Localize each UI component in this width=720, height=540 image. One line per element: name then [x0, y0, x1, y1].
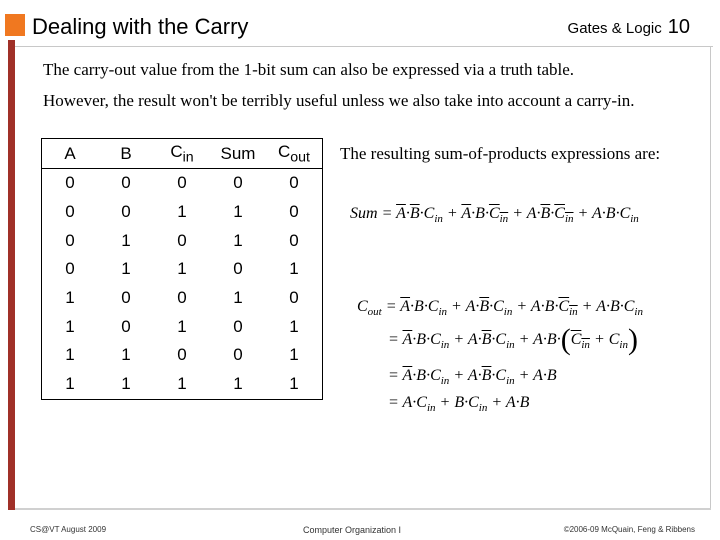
table-cell: 0 — [289, 230, 299, 250]
table-cell: 0 — [65, 202, 75, 222]
table-cell: 0 — [289, 173, 299, 193]
table-cell: 1 — [233, 230, 243, 250]
table-cell: 0 — [121, 202, 131, 222]
result-label: The resulting sum-of-products expressions are: — [340, 144, 661, 163]
footer-left: CS@VT August 2009 — [30, 525, 107, 534]
table-cell: 0 — [65, 230, 75, 250]
table-cell: 0 — [177, 288, 187, 308]
sum-equation: Sum = $\overline{A}\cdot\overline{B}\cdot C_{in} + \overline{A}\cdot B\cdot C_{in} + A\cdot\overline{B}\cdot C_{in} + A\cdot B\cdot C_{in}$ — [350, 205, 639, 226]
table-cell: 0 — [177, 173, 187, 193]
column-header-sum: Sum — [220, 143, 256, 163]
slide-header-right — [568, 16, 690, 39]
table-cell: 0 — [121, 173, 131, 193]
truth-table-body — [42, 169, 323, 400]
right-rule — [710, 46, 711, 508]
table-cell: 0 — [233, 316, 243, 336]
column-header-cout: $C_{out}$ — [278, 141, 310, 166]
table-cell: 1 — [121, 345, 131, 365]
cout-equation-line-2: = $\overline{A}\cdot B\cdot C_{in} + A\cdot\overline{B}\cdot C_{in} + A\cdot B\cdot(C_{in} + C_{in})$ — [388, 323, 638, 356]
table-row — [42, 341, 323, 370]
column-header-cin: $C_{in}$ — [170, 141, 194, 166]
table-cell: 1 — [289, 374, 299, 394]
table-cell: 1 — [65, 316, 75, 336]
slide-title: Dealing with the Carry — [32, 14, 249, 39]
table-cell: 0 — [289, 202, 299, 222]
table-row — [42, 370, 323, 399]
table-cell: 1 — [177, 374, 187, 394]
table-cell: 1 — [177, 202, 187, 222]
footer-center: Computer Organization I — [303, 525, 402, 535]
table-row — [42, 284, 323, 313]
table-cell: 1 — [65, 374, 75, 394]
table-row — [42, 226, 323, 255]
title-accent-square — [5, 14, 25, 36]
table-cell: 0 — [233, 259, 243, 279]
table-cell: 1 — [289, 316, 299, 336]
table-cell: 1 — [233, 288, 243, 308]
table-cell: 1 — [121, 259, 131, 279]
table-cell: 1 — [121, 230, 131, 250]
intro-paragraph-1: The carry-out value from the 1-bit sum can also be expressed via a truth table. — [43, 60, 575, 79]
cout-equation-line-3: = $\overline{A}\cdot B\cdot C_{in} + A\cdot\overline{B}\cdot C_{in} + A\cdot B$ — [388, 367, 557, 388]
table-row — [42, 198, 323, 227]
table-cell: 0 — [121, 288, 131, 308]
table-cell: 0 — [121, 316, 131, 336]
table-row — [42, 255, 323, 284]
section-label: Gates & Logic — [567, 20, 662, 37]
top-rule — [15, 46, 713, 47]
table-cell: 0 — [65, 259, 75, 279]
truth-table — [41, 138, 323, 400]
table-cell: 1 — [177, 316, 187, 336]
table-cell: 1 — [121, 374, 131, 394]
table-cell: 1 — [65, 288, 75, 308]
table-cell: 1 — [289, 345, 299, 365]
column-header-b: B — [120, 143, 132, 163]
bottom-rule — [15, 508, 711, 510]
slide-number: 10 — [667, 16, 690, 38]
table-cell: 1 — [289, 259, 299, 279]
truth-table-header-row — [42, 139, 323, 169]
table-cell: 1 — [65, 345, 75, 365]
table-cell: 0 — [177, 345, 187, 365]
table-cell: 1 — [177, 259, 187, 279]
table-cell: 0 — [289, 288, 299, 308]
table-cell: 1 — [233, 374, 243, 394]
side-accent-bar — [8, 40, 15, 510]
footer-right: ©2006-09 McQuain, Feng & Ribbens — [563, 525, 695, 534]
table-cell: 0 — [177, 230, 187, 250]
table-cell: 0 — [233, 173, 243, 193]
column-header-a: A — [64, 143, 76, 163]
intro-paragraph-2: However, the result won't be terribly useful unless we also take into account a carry-in. — [43, 91, 635, 110]
table-row — [42, 169, 323, 198]
table-cell: 0 — [65, 173, 75, 193]
cout-equation-line-4: = $A\cdot C_{in} + B\cdot C_{in} + A\cdot B$ — [388, 394, 530, 415]
table-cell: 0 — [233, 345, 243, 365]
table-row — [42, 312, 323, 341]
cout-equation-line-1: $C_{out} = \overline{A}\cdot B\cdot C_{in} + A\cdot\overline{B}\cdot C_{in} + A\cdot B\cdot C_{in} + A\cdot B\cdot C_{in}$ — [357, 298, 643, 319]
table-cell: 1 — [233, 202, 243, 222]
